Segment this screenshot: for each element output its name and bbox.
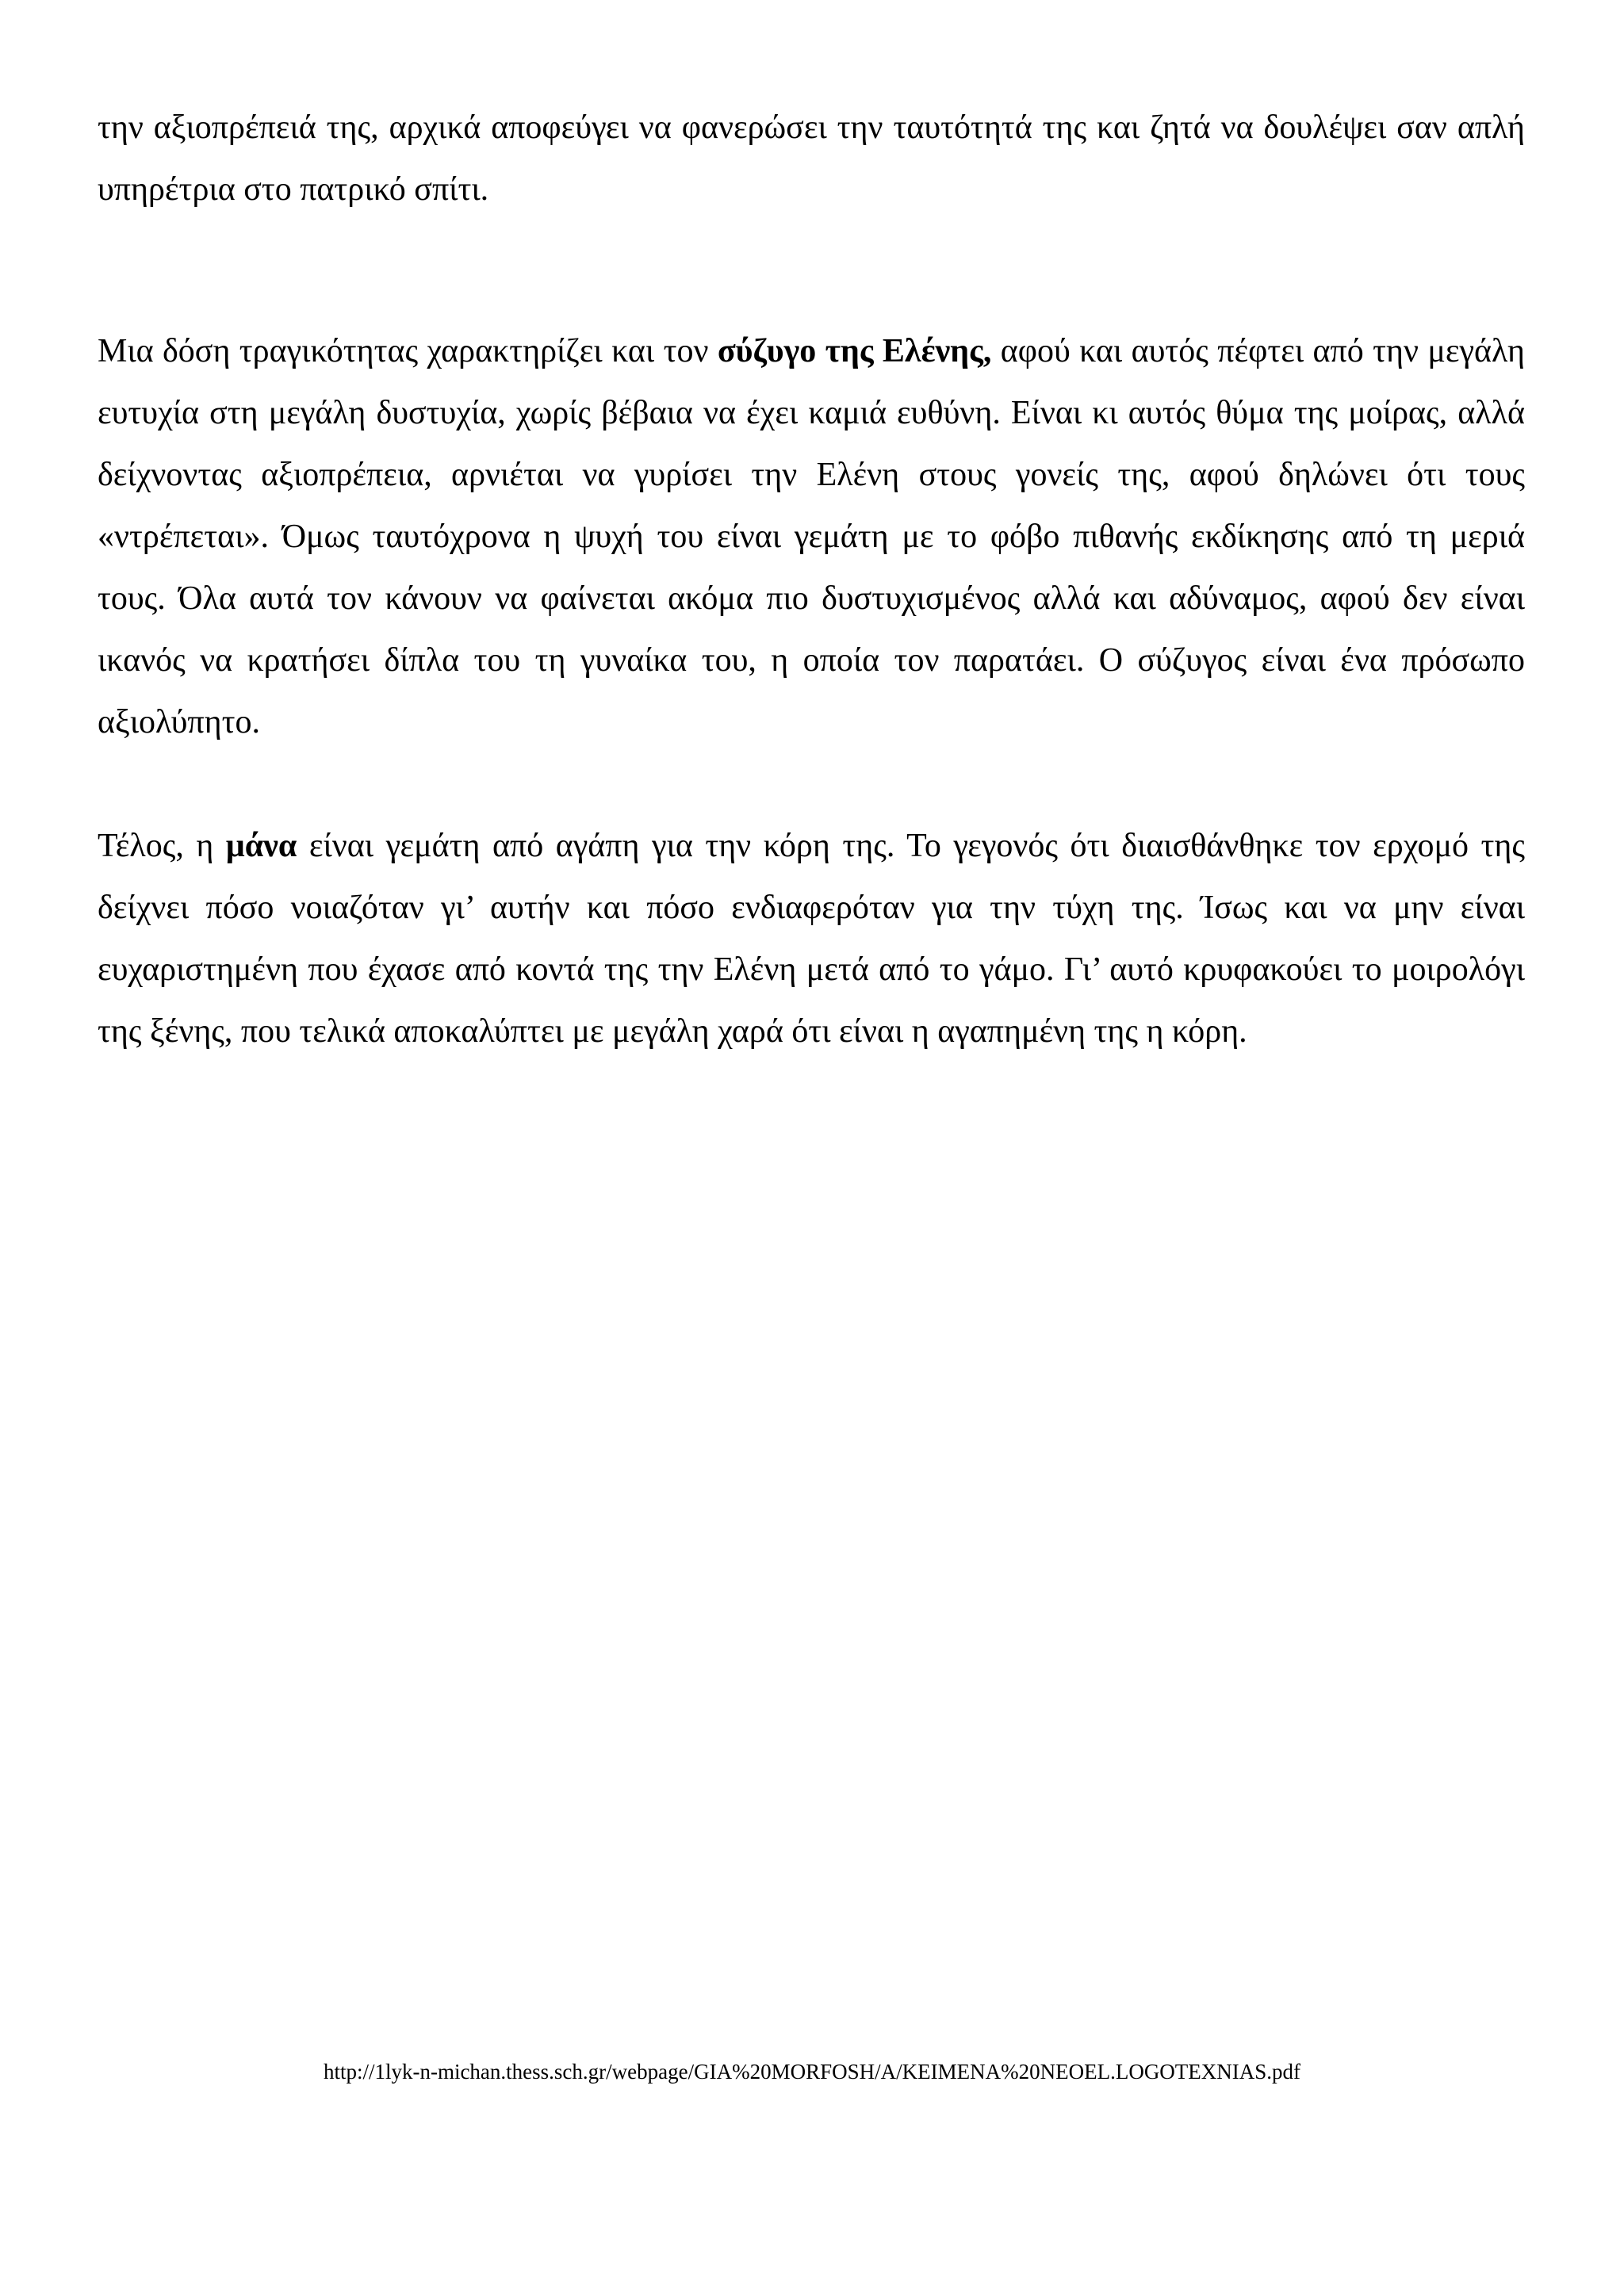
paragraph-text: Τέλος, η (98, 828, 226, 864)
paragraph-text: αφού και αυτός πέφτει από την μεγάλη ευτυχία στη μεγάλη δυστυχία, χωρίς βέβαια να έχει καμιά ευθύνη. Είναι κι αυτός θύμα της μοίρας, αλλά δείχνοντας αξιοπρέπεια, αρνιέται να γυρίσει την Ελένη στους γονείς της, αφού δηλώνει ότι τους «ντρέπεται». Όμως ταυτόχρονα η ψυχή του είναι γεμάτη με το φόβο πιθανής εκδίκησης από τη μεριά τους. Όλα αυτά τον κάνουν να φαίνεται ακόμα πιο δυστυχισμένος αλλά και αδύναμος, αφού δεν είναι ικανός να κρατήσει δίπλα του τη γυναίκα του, η οποία τον παρατάει. Ο σύζυγος είναι ένα πρόσωπο αξιολύπητο. (98, 333, 1525, 740)
paragraph-husband (98, 320, 1525, 753)
bold-phrase-husband: σύζυγο της Ελένης, (717, 333, 992, 369)
paragraph-text: είναι γεμάτη από αγάπη για την κόρη της. Το γεγονός ότι διαισθάνθηκε τον ερχομό της δείχνει πόσο νοιαζόταν γι’ αυτήν και πόσο ενδιαφερόταν για την τύχη της. Ίσως και να μην είναι ευχαριστημένη που έχασε από κοντά της την Ελένη μετά από το γάμο. Γι’ αυτό κρυφακούει το μοιρολόγι της ξένης, που τελικά αποκαλύπτει με μεγάλη χαρά ότι είναι η αγαπημένη της η κόρη. (98, 828, 1525, 1050)
paragraph-text: την αξιοπρέπειά της, αρχικά αποφεύγει να φανερώσει την ταυτότητά της και ζητά να δουλέψει σαν απλή υπηρέτρια στο πατρικό σπίτι. (98, 109, 1525, 208)
paragraph-continuation (98, 97, 1525, 220)
paragraph-mother (98, 815, 1525, 1062)
bold-word-mother: μάνα (225, 828, 297, 864)
footer-source-url: http://1lyk-n-michan.thess.sch.gr/webpage/GIA%20MORFOSH/A/KEIMENA%20NEOEL.LOGOTEXNIAS.pdf (323, 2060, 1301, 2084)
document-body (98, 97, 1525, 1062)
paragraph-text: Μια δόση τραγικότητας χαρακτηρίζει και τον (98, 333, 718, 369)
